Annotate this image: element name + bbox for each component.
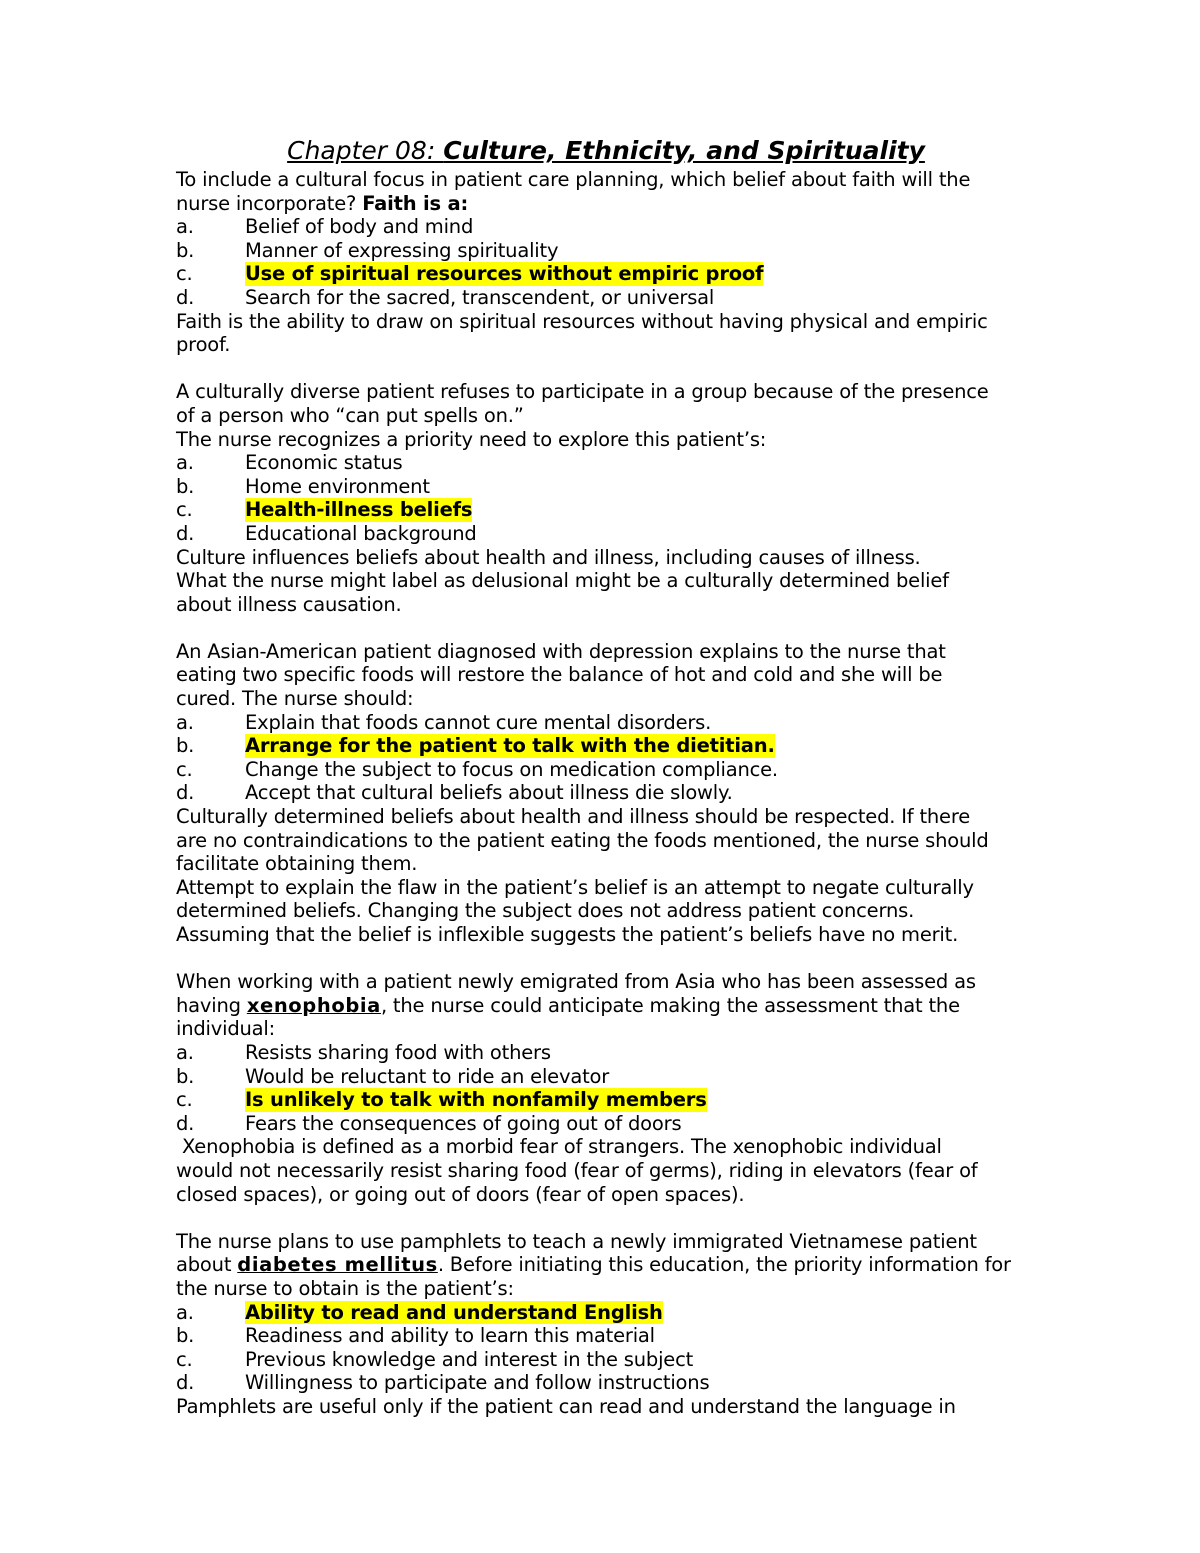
option-text: Economic status xyxy=(245,451,403,475)
question-stem-line: the nurse to obtain is the patient’s: xyxy=(176,1276,514,1300)
option-letter: b. xyxy=(176,1064,195,1088)
rationale-line: Culture influences beliefs about health and illness, including causes of illness. xyxy=(176,545,921,569)
page-title xyxy=(176,134,1036,168)
answer-option-a xyxy=(176,451,1036,475)
option-text: Previous knowledge and interest in the subject xyxy=(245,1347,694,1371)
rationale-line: about illness causation. xyxy=(176,592,402,616)
option-text: Educational background xyxy=(245,521,477,545)
option-text: Accept that cultural beliefs about illness die slowly. xyxy=(245,781,733,805)
answer-option-a xyxy=(176,215,1036,239)
stem-text: about xyxy=(176,1253,238,1277)
option-letter: b. xyxy=(176,474,195,498)
option-text: Resists sharing food with others xyxy=(245,1040,551,1064)
option-letter: d. xyxy=(176,1371,195,1395)
rationale-line: facilitate obtaining them. xyxy=(176,852,418,876)
rationale-line: are no contraindications to the patient eating the foods mentioned, the nurse should xyxy=(176,828,989,852)
question-stem-line: of a person who “can put spells on.” xyxy=(176,403,524,427)
option-letter: c. xyxy=(176,262,193,286)
answer-option-d xyxy=(176,1371,1036,1395)
answer-option-b xyxy=(176,1065,1036,1089)
question-stem-line: The nurse plans to use pamphlets to teach a newly immigrated Vietnamese patient xyxy=(176,1229,977,1253)
question-1 xyxy=(176,168,1036,357)
answer-option-c-correct xyxy=(176,1088,1036,1112)
stem-text: . Before initiating this education, the priority information for xyxy=(437,1253,1011,1277)
stem-text: , the nurse could anticipate making the assessment that the xyxy=(380,993,960,1017)
answer-option-d xyxy=(176,522,1036,546)
question-stem-line xyxy=(176,192,1036,216)
rationale-line: Assuming that the belief is inflexible suggests the patient’s beliefs have no merit. xyxy=(176,923,959,946)
spacer xyxy=(176,357,1036,381)
rationale-line: Attempt to explain the flaw in the patient’s belief is an attempt to negate culturally xyxy=(176,875,974,899)
answer-option-a xyxy=(176,1041,1036,1065)
rationale-line: Pamphlets are useful only if the patient can read and understand the language in xyxy=(176,1394,956,1418)
correct-answer-highlight: Use of spiritual resources without empiric proof xyxy=(245,262,764,286)
question-stem-line xyxy=(176,994,1036,1018)
option-letter: b. xyxy=(176,238,195,262)
option-letter: d. xyxy=(176,521,195,545)
option-letter: c. xyxy=(176,1088,193,1112)
option-letter: d. xyxy=(176,781,195,805)
rationale-line: closed spaces), or going out of doors (fear of open spaces). xyxy=(176,1182,745,1206)
correct-answer-highlight: Arrange for the patient to talk with the dietitian. xyxy=(245,734,775,758)
option-letter: a. xyxy=(176,1040,194,1064)
option-letter: a. xyxy=(176,710,194,734)
rationale-line: proof. xyxy=(176,333,231,357)
underlined-term: xenophobia xyxy=(246,993,381,1017)
spacer xyxy=(176,947,1036,971)
title-main: Culture, Ethnicity, and Spirituality xyxy=(443,136,925,165)
option-text: Belief of body and mind xyxy=(245,215,474,239)
underlined-term: diabetes mellitus xyxy=(237,1253,438,1277)
question-stem-line: A culturally diverse patient refuses to participate in a group because of the presence xyxy=(176,380,989,404)
option-letter: c. xyxy=(176,1347,193,1371)
rationale-line: determined beliefs. Changing the subject does not address patient concerns. xyxy=(176,899,915,923)
option-letter: d. xyxy=(176,1111,195,1135)
stem-bold-text: Faith is a: xyxy=(362,191,469,215)
rationale-line: Faith is the ability to draw on spiritual resources without having physical and empiric xyxy=(176,309,988,333)
answer-option-c xyxy=(176,1348,1036,1372)
answer-option-c-correct xyxy=(176,498,1036,522)
correct-answer-highlight: Health-illness beliefs xyxy=(245,498,473,522)
option-text: Manner of expressing spirituality xyxy=(245,238,559,262)
question-stem-line: individual: xyxy=(176,1017,276,1041)
answer-option-a xyxy=(176,711,1036,735)
spacer xyxy=(176,1206,1036,1230)
stem-text: nurse incorporate? xyxy=(176,191,363,215)
rationale-line: Xenophobia is defined as a morbid fear of strangers. The xenophobic individual xyxy=(176,1135,942,1159)
option-text: Readiness and ability to learn this material xyxy=(245,1324,655,1348)
option-letter: a. xyxy=(176,215,194,239)
option-letter: c. xyxy=(176,757,193,781)
option-letter: a. xyxy=(176,451,194,475)
answer-option-d xyxy=(176,781,1036,805)
option-text: Search for the sacred, transcendent, or universal xyxy=(245,285,715,309)
question-stem-line: To include a cultural focus in patient care planning, which belief about faith will the xyxy=(176,168,971,191)
option-letter: b. xyxy=(176,1324,195,1348)
answer-option-b xyxy=(176,239,1036,263)
option-text: Willingness to participate and follow instructions xyxy=(245,1371,710,1395)
correct-answer-highlight: Is unlikely to talk with nonfamily members xyxy=(245,1088,707,1112)
rationale-line: would not necessarily resist sharing food (fear of germs), riding in elevators (fear of xyxy=(176,1158,978,1182)
correct-answer-highlight: Ability to read and understand English xyxy=(245,1300,663,1324)
document-page xyxy=(176,134,1036,1418)
question-stem-line: The nurse recognizes a priority need to explore this patient’s: xyxy=(176,427,767,451)
answer-option-d xyxy=(176,1112,1036,1136)
rationale-line: What the nurse might label as delusional might be a culturally determined belief xyxy=(176,569,949,593)
question-stem-line: cured. The nurse should: xyxy=(176,687,414,711)
option-letter: d. xyxy=(176,285,195,309)
question-stem-line: When working with a patient newly emigrated from Asia who has been assessed as xyxy=(176,970,976,994)
answer-option-b xyxy=(176,1324,1036,1348)
spacer xyxy=(176,616,1036,640)
option-text: Explain that foods cannot cure mental disorders. xyxy=(245,710,712,734)
question-2 xyxy=(176,380,1036,616)
option-text: Change the subject to focus on medication compliance. xyxy=(245,757,778,781)
question-stem-line: An Asian-American patient diagnosed with depression explains to the nurse that xyxy=(176,639,946,663)
rationale-line: Culturally determined beliefs about health and illness should be respected. If there xyxy=(176,805,971,829)
question-stem-line xyxy=(176,1253,1036,1277)
option-text: Fears the consequences of going out of doors xyxy=(245,1111,682,1135)
answer-option-c xyxy=(176,758,1036,782)
answer-option-c-correct xyxy=(176,262,1036,286)
option-text: Would be reluctant to ride an elevator xyxy=(245,1064,610,1088)
stem-text: having xyxy=(176,993,247,1017)
option-letter: a. xyxy=(176,1300,194,1324)
answer-option-a-correct xyxy=(176,1301,1036,1325)
question-3 xyxy=(176,640,1036,947)
answer-option-b-correct xyxy=(176,734,1036,758)
question-stem-line: eating two specific foods will restore the balance of hot and cold and she will be xyxy=(176,663,943,687)
question-5 xyxy=(176,1230,1036,1419)
title-prefix: Chapter 08: xyxy=(287,136,444,165)
option-letter: c. xyxy=(176,498,193,522)
answer-option-b xyxy=(176,475,1036,499)
option-letter: b. xyxy=(176,734,195,758)
option-text: Home environment xyxy=(245,474,430,498)
answer-option-d xyxy=(176,286,1036,310)
question-4 xyxy=(176,970,1036,1206)
